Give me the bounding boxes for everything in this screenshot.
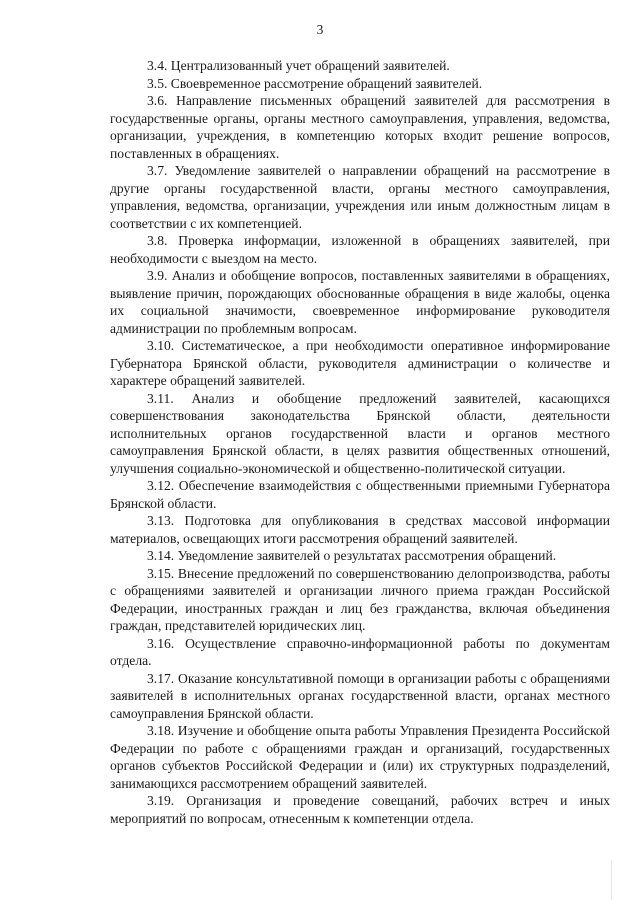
paragraph-3-8: 3.8. Проверка информации, изложенной в обращениях заявителей, при необходимости с выездом на место.: [110, 233, 610, 266]
page-number: 3: [316, 22, 324, 37]
paragraph-3-12: 3.12. Обеспечение взаимодействия с общественными приемными Губернатора Брянской области.: [110, 478, 610, 511]
paragraph-3-6: 3.6. Направление письменных обращений заявителей для рассмотрения в государственные органы, органы местного самоуправления, управления, ведомства, организации, учреждения, в компетенцию которых входит решение вопросов, поставленных в обращениях.: [110, 93, 610, 161]
paragraph-3-9: 3.9. Анализ и обобщение вопросов, поставленных заявителями в обращениях, выявление причин, порождающих обоснованные обращения в виде жалобы, оценка их социальной значимости, своевременное информирование руководителя администрации по проблемным вопросам.: [110, 268, 610, 336]
paragraph-3-16: 3.16. Осуществление справочно-информационной работы по документам отдела.: [110, 635, 610, 668]
paragraph-3-4: 3.4. Централизованный учет обращений заявителей.: [147, 58, 450, 73]
paragraph-3-11: 3.11. Анализ и обобщение предложений заявителей, касающихся совершенствования законодательства Брянской области, деятельности исполнительных органов государственной власти и органов местного самоуправления Брянской области, в целях развития общественных отношений, улучшения социально-экономической и общественно-политической ситуации.: [110, 390, 610, 476]
paragraph-3-15: 3.15. Внесение предложений по совершенствованию делопроизводства, работы с обращениями заявителей и организации личного приема граждан Российской Федерации, иностранных граждан и лиц без гражданства, включая объединения граждан, представителей юридических лиц.: [110, 565, 610, 633]
paragraph-3-19: 3.19. Организация и проведение совещаний, рабочих встреч и иных мероприятий по вопросам, отнесенным к компетенции отдела.: [110, 793, 610, 826]
paragraph-3-10: 3.10. Систематическое, а при необходимости оперативное информирование Губернатора Брянской области, руководителя администрации о количестве и характере обращений заявителей.: [110, 338, 610, 388]
paragraph-3-14: 3.14. Уведомление заявителей о результатах рассмотрения обращений.: [147, 548, 557, 563]
paragraph-3-17: 3.17. Оказание консультативной помощи в организации работы с обращениями заявителей в исполнительных органах государственной власти, органах местного самоуправления Брянской области.: [110, 670, 610, 721]
scan-edge-mark: [611, 860, 612, 900]
paragraph-3-13: 3.13. Подготовка для опубликования в средствах массовой информации материалов, освещающих итоги рассмотрения обращений заявителей.: [110, 513, 610, 546]
paragraph-3-5: 3.5. Своевременное рассмотрение обращений заявителей.: [147, 75, 483, 91]
document-body: [110, 57, 610, 827]
paragraph-3-18: 3.18. Изучение и обобщение опыта работы Управления Президента Российской Федерации по работе с обращениями граждан и организаций, государственных органов субъектов Российской Федерации и (или) их структурных подразделений, занимающихся рассмотрением обращений заявителей.: [110, 723, 610, 791]
paragraph-3-7: 3.7. Уведомление заявителей о направлении обращений на рассмотрение в другие органы государственной власти, органы местного самоуправления, управления, ведомства, организации, учреждения или иным должностным лицам в соответствии с их компетенцией.: [110, 163, 610, 231]
